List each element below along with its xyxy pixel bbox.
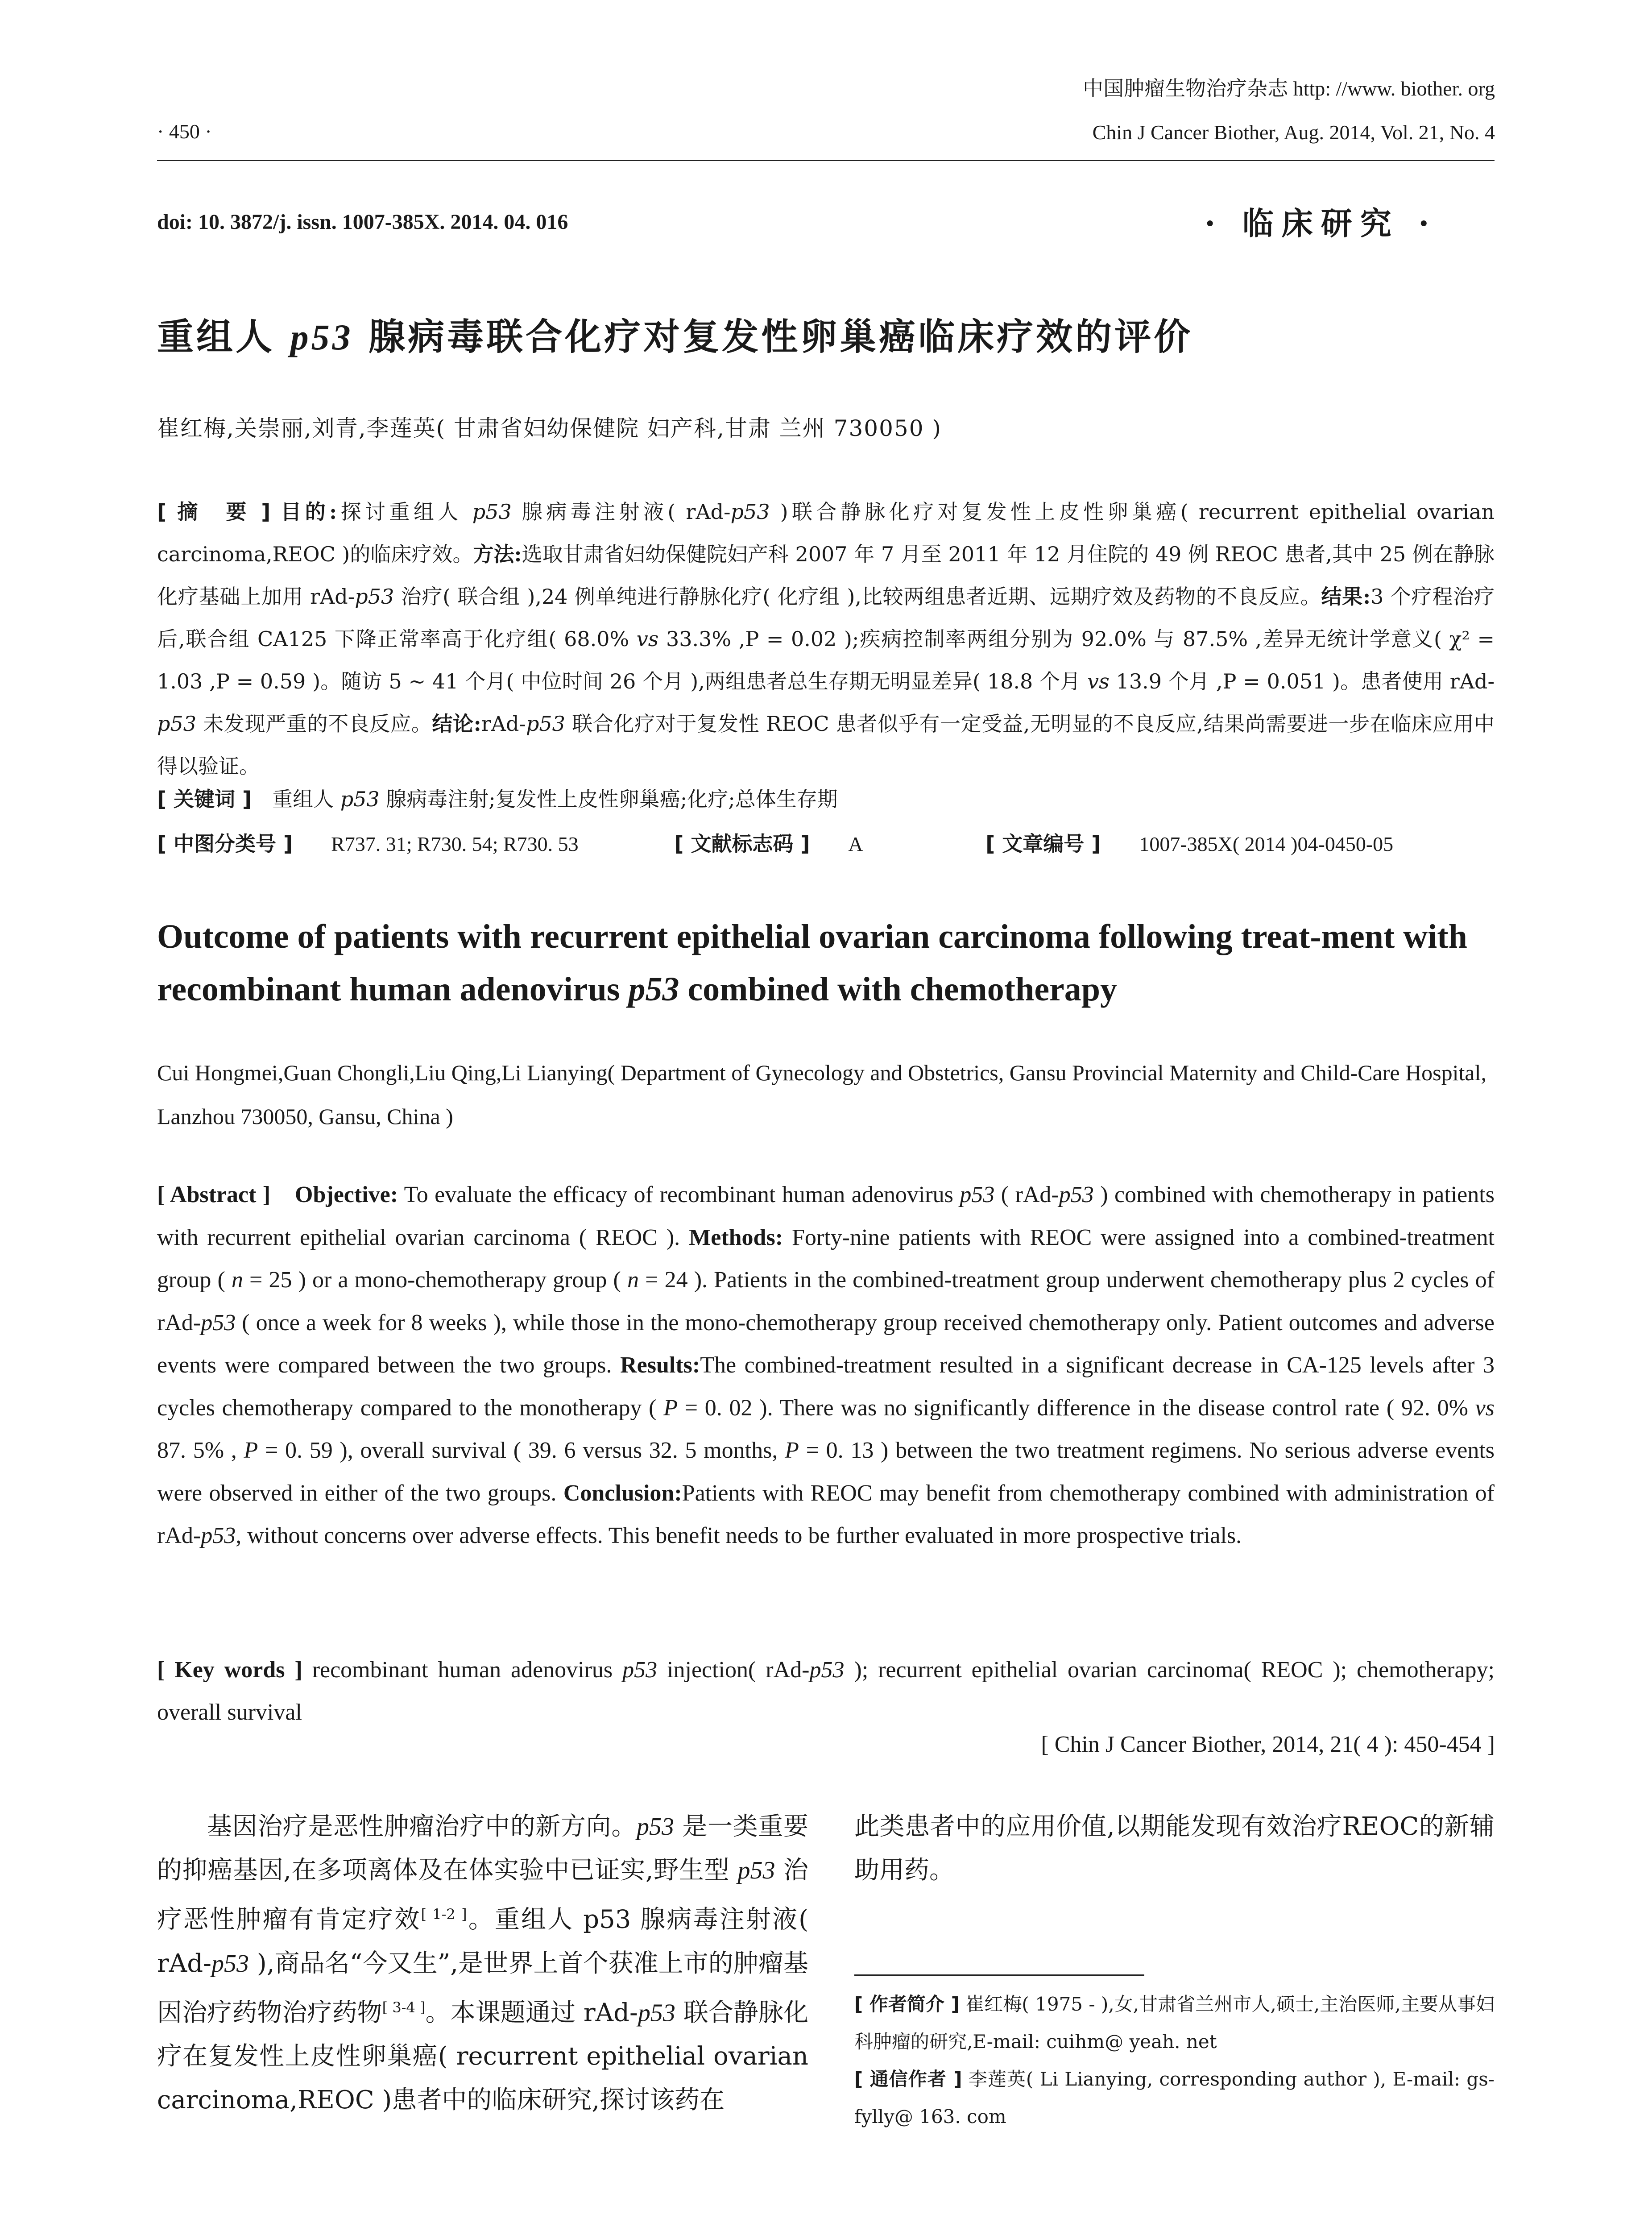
body-column-left: 基因治疗是恶性肿瘤治疗中的新方向。p53 是一类重要的抑癌基因,在多项离体及在体实验中已证实,野生型 p53 治疗恶性肿瘤有肯定疗效[ 1-2 ]。重组人 p53 腺病毒注射液( rAd-p53 ),商品名“今又生”,是世界上首个获准上市的肿瘤基因治疗药物治疗药物[ 3-4 ]。本课题通过 rAd-p53 联合静脉化疗在复发性上皮性卵巢癌( recurrent epithelial ovarian carcinoma,REOC )患者中的临床研究,探讨该药在 bbox=[157, 1812, 809, 2115]
article-no-label: [ 文章编号 ] bbox=[985, 832, 1101, 856]
title-cn: 重组人 p53 腺病毒联合化疗对复发性卵巢癌临床疗效的评价 bbox=[157, 315, 1193, 358]
abstract-cn-label: [ 摘 要 ] bbox=[157, 500, 271, 524]
keywords-en-label: [ Key words ] bbox=[157, 1657, 302, 1683]
authors-cn: 崔红梅,关崇丽,刘青,李莲英( 甘肃省妇幼保健院 妇产科,甘肃 兰州 730050 ) bbox=[157, 415, 942, 441]
classification-row bbox=[157, 828, 1495, 857]
abstract-en: [ Abstract ] Objective: To evaluate the efficacy of recombinant human adenovirus p53 ( rAd-p53 ) combined with chemotherapy in patients with recurrent epithelial ovarian carcinoma ( REOC ). Methods: Forty-nine patients with REOC were assigned into a combined-treatment group ( n = 25 ) or a mono-chemotherapy group ( n = 24 ). Patients in the combined-treatment group underwent chemotherapy plus 2 cycles of rAd-p53 ( once a week for 8 weeks ), while those in the mono-chemotherapy group received chemotherapy only. Patient outcomes and adverse events were compared between the two groups. Results:The combined-treatment resulted in a significant decrease in CA-125 levels after 3 cycles chemotherapy compared to the monotherapy ( P = 0. 02 ). There was no significantly difference in the disease control rate ( 92. 0% vs 87. 5% , P = 0. 59 ), overall survival ( 39. 6 versus 32. 5 months, P = 0. 13 ) between the two treatment regimens. No serious adverse events were observed in either of the two groups. Conclusion:Patients with REOC may benefit from chemotherapy combined with administration of rAd-p53, without concerns over adverse effects. This benefit needs to be further evaluated in more prospective trials. bbox=[157, 1182, 1495, 1548]
keywords-en: [ Key words ] recombinant human adenovirus p53 injection( rAd-p53 ); recurrent epithelial ovarian carcinoma( REOC ); chemotherapy; overall survival bbox=[157, 1657, 1495, 1725]
footnote-rule bbox=[854, 1974, 1144, 1976]
journal-header-en: Chin J Cancer Biother, Aug. 2014, Vol. 21, No. 4 bbox=[1092, 121, 1495, 144]
reference-marker: [ 1-2 ] bbox=[421, 1906, 467, 1923]
reference-marker: [ 3-4 ] bbox=[382, 1999, 426, 2016]
citation: [ Chin J Cancer Biother, 2014, 21( 4 ): 450-454 ] bbox=[1041, 1732, 1495, 1757]
abstract-en-label: [ Abstract ] bbox=[157, 1182, 271, 1207]
clc-value: R737. 31; R730. 54; R730. 53 bbox=[331, 833, 579, 855]
title-en: Outcome of patients with recurrent epithelial ovarian carcinoma following treat-ment with recombinant human adenovirus p53 combined with chemotherapy bbox=[157, 918, 1467, 1008]
footnotes bbox=[854, 1986, 1495, 2136]
doi: doi: 10. 3872/j. issn. 1007-385X. 2014. 04. 016 bbox=[157, 210, 568, 234]
journal-header bbox=[1083, 67, 1495, 154]
authors-en: Cui Hongmei,Guan Chongli,Liu Qing,Li Lianying( Department of Gynecology and Obstetrics, Gansu Provincial Maternity and Child-Care Hospital, Lanzhou 730050, Gansu, China ) bbox=[157, 1060, 1487, 1129]
article-no-value: 1007-385X( 2014 )04-0450-05 bbox=[1139, 833, 1394, 855]
corresponding-author: [ 通信作者 ] 李莲英( Li Lianying, corresponding author ), E-mail: gs-fylly@ 163. com bbox=[854, 2068, 1495, 2127]
doc-code-label: [ 文献标志码 ] bbox=[674, 832, 810, 856]
doc-code-value: A bbox=[848, 833, 863, 855]
keywords-cn: [ 关键词 ] 重组人 p53 腺病毒注射;复发性上皮性卵巢癌;化疗;总体生存期 bbox=[157, 787, 838, 811]
clc-label: [ 中图分类号 ] bbox=[157, 832, 293, 856]
abstract-cn: [ 摘 要 ] 目的:探讨重组人 p53 腺病毒注射液( rAd-p53 )联合静脉化疗对复发性上皮性卵巢癌( recurrent epithelial ovarian carcinoma,REOC )的临床疗效。方法:选取甘肃省妇幼保健院妇产科 2007 年 7 月至 2011 年 12 月住院的 49 例 REOC 患者,其中 25 例在静脉化疗基础上加用 rAd-p53 治疗( 联合组 ),24 例单纯进行静脉化疗( 化疗组 ),比较两组患者近期、远期疗效及药物的不良反应。结果:3 个疗程治疗后,联合组 CA125 下降正常率高于化疗组( 68.0% vs 33.3% ,P = 0.02 );疾病控制率两组分别为 92.0% 与 87.5% ,差异无统计学意义( χ² = 1.03 ,P = 0.59 )。随访 5 ~ 41 个月( 中位时间 26 个月 ),两组患者总生存期无明显差异( 18.8 个月 vs 13.9 个月 ,P = 0.051 )。患者使用 rAd-p53 未发现严重的不良反应。结论:rAd-p53 联合化疗对于复发性 REOC 患者似乎有一定受益,无明显的不良反应,结果尚需要进一步在临床应用中得以验证。 bbox=[157, 500, 1495, 778]
body-column-right: 此类患者中的应用价值,以期能发现有效治疗REOC的新辅助用药。 bbox=[854, 1812, 1495, 1885]
author-bio: [ 作者简介 ] 崔红梅( 1975 - ),女,甘肃省兰州市人,硕士,主治医师,主要从事妇科肿瘤的研究,E-mail: cuihm@ yeah. net bbox=[854, 1993, 1495, 2053]
keywords-cn-label: [ 关键词 ] bbox=[157, 787, 252, 811]
header-rule bbox=[157, 160, 1495, 161]
journal-header-cn: 中国肿瘤生物治疗杂志 http: //www. biother. org bbox=[1083, 77, 1495, 100]
page-number: · 450 · bbox=[157, 120, 212, 143]
section-label: · 临床研究 · bbox=[1205, 205, 1437, 242]
